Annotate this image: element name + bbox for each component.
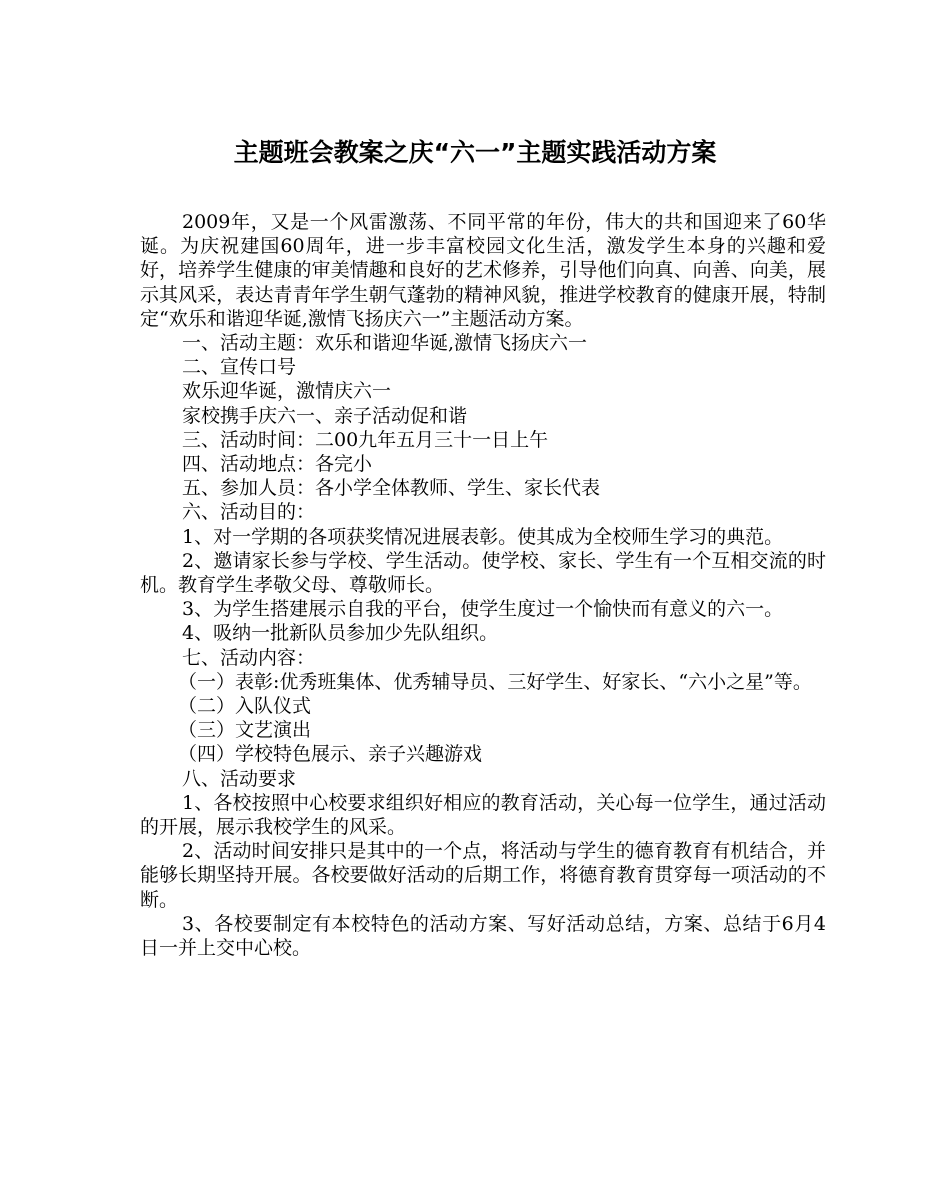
requirement-item-3: 3、各校要制定有本校特色的活动方案、写好活动总结，方案、总结于6月4日一并上交中心校。 [140,912,826,960]
section-content-heading: 七、活动内容： [182,646,316,669]
section-theme: 一、活动主题：欢乐和谐迎华诞,激情飞扬庆六一 [182,332,588,355]
purpose-item-2: 2、邀请家长参与学校、学生活动。使学校、家长、学生有一个互相交流的时机。教育学生孝敬父母、尊敬师长。 [140,549,826,597]
section-participants: 五、参加人员：各小学全体教师、学生、家长代表 [182,477,601,500]
requirement-item-2: 2、活动时间安排只是其中的一个点，将活动与学生的德育教育有机结合，并能够长期坚持开展。各校要做好活动的后期工作，将德育教育贯穿每一项活动的不断。 [140,840,826,911]
document-title: 主题班会教案之庆“六一”主题实践活动方案 [233,138,717,167]
content-item-1: （一）表彰:优秀班集体、优秀辅导员、三好学生、好家长、“六小之星”等。 [178,670,812,693]
section-slogan-heading: 二、宣传口号 [182,356,297,379]
content-item-2: （二）入队仪式 [178,695,312,718]
section-requirements-heading: 八、活动要求 [182,767,297,790]
requirement-item-1: 1、各校按照中心校要求组织好相应的教育活动，关心每一位学生，通过活动的开展，展示我校学生的风采。 [140,791,826,839]
content-item-4: （四）学校特色展示、亲子兴趣游戏 [178,743,483,766]
section-location: 四、活动地点：各完小 [182,453,373,476]
slogan-line-1: 欢乐迎华诞，激情庆六一 [182,380,392,403]
purpose-item-4: 4、吸纳一批新队员参加少先队组织。 [182,622,499,645]
section-time: 三、活动时间：二00九年五月三十一日上午 [182,428,549,451]
purpose-item-1: 1、对一学期的各项获奖情况进展表彰。使其成为全校师生学习的典范。 [182,525,784,548]
document-body [140,210,826,960]
content-item-3: （三）文艺演出 [178,719,312,742]
purpose-item-3: 3、为学生搭建展示自我的平台，使学生度过一个愉快而有意义的六一。 [182,598,784,621]
section-purpose-heading: 六、活动目的： [182,501,316,524]
slogan-line-2: 家校携手庆六一、亲子活动促和谐 [182,404,468,427]
intro-paragraph: 2009年，又是一个风雷激荡、不同平常的年份，伟大的共和国迎来了60华诞。为庆祝建国60周年，进一步丰富校园文化生活，激发学生本身的兴趣和爱好，培养学生健康的审美情趣和良好的艺术修养，引导他们向真、向善、向美，展示其风采，表达青青年学生朝气蓬勃的精神风貌，推进学校教育的健康开展，特制定“欢乐和谐迎华诞,激情飞扬庆六一”主题活动方案。 [140,211,826,330]
